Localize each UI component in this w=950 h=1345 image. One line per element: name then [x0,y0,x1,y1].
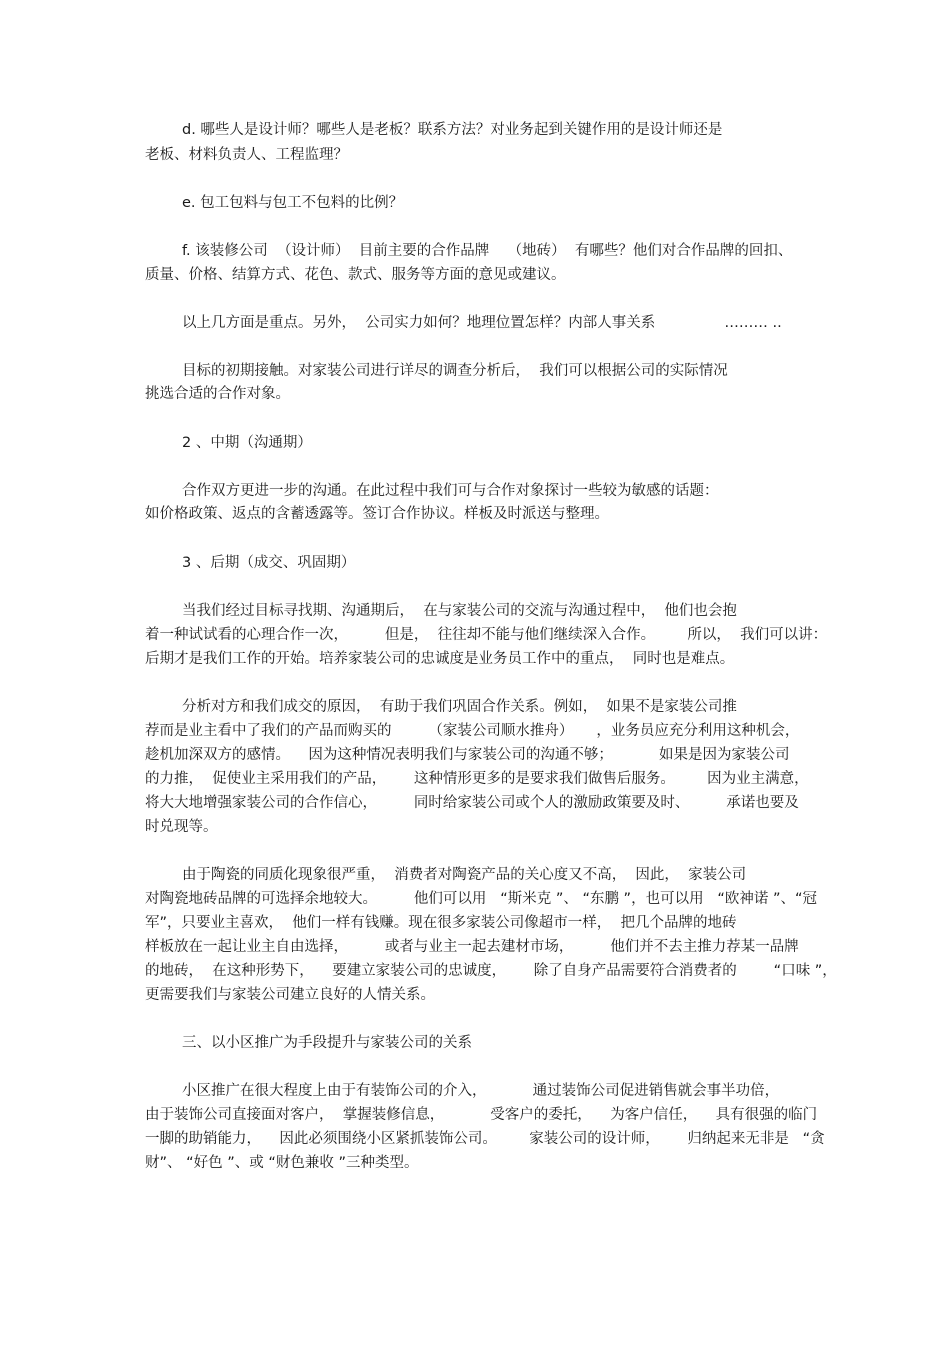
paragraph-initial-contact-line-1: 目标的初期接触。对家装公司进行详尽的调查分析后， 我们可以根据公司的实际情况 [182,363,728,379]
paragraph-ceramics-line-6: 更需要我们与家装公司建立良好的人情关系。 [145,987,435,1003]
paragraph-ceramics-line-5: 的地砖， 在这种形势下， 要建立家装公司的忠诚度， 除了自身产品需要符合消费者的 “口味 ”， [145,963,837,979]
paragraph-community-line-1: 小区推广在很大程度上由于有装饰公司的介入， 通过装饰公司促进销售就会事半功倍， [182,1083,780,1099]
paragraph-f-line-1: f. 该装修公司 （设计师） 目前主要的合作品牌 （地砖） 有哪些？他们对合作品牌的回扣、 [182,243,793,259]
paragraph-e: e. 包工包料与包工不包料的比例？ [182,195,404,211]
paragraph-ceramics-line-2: 对陶瓷地砖品牌的可选择余地较大。 他们可以用 “斯米克 ”、 “东鹏 ”，也可以用 “欧神诺 ”、“冠 [145,891,818,907]
paragraph-d-line-2: 老板、材料负责人、工程监理？ [145,147,348,163]
paragraph-key-points: 以上几方面是重点。另外， 公司实力如何？地理位置怎样？内部人事关系 ……… .. [182,315,782,331]
paragraph-mid-period-line-2: 如价格政策、返点的含蓄透露等。签订合作协议。样板及时派送与整理。 [145,506,609,522]
paragraph-late-period-line-2: 着一种试试看的心理合作一次， 但是， 往往却不能与他们继续深入合作。 所以， 我们可以讲： [145,627,828,643]
paragraph-d-line-1: d. 哪些人是设计师？哪些人是老板？联系方法？对业务起到关键作用的是设计师还是 [182,122,723,138]
paragraph-analysis-line-3: 趁机加深双方的感情。 因为这种情况表明我们与家装公司的沟通不够； 如果是因为家装公司 [145,747,790,763]
paragraph-analysis-line-2: 荐而是业主看中了我们的产品而购买的 （家装公司顺水推舟） ，业务员应充分利用这种机会， [145,723,800,739]
paragraph-analysis-line-5: 将大大地增强家装公司的合作信心， 同时给家装公司或个人的激励政策要及时、 承诺也要及 [145,795,799,811]
paragraph-community-line-3: 一脚的助销能力， 因此必须围绕小区紧抓装饰公司。 家装公司的设计师， 归纳起来无非是 “贪 [145,1131,825,1147]
paragraph-ceramics-line-1: 由于陶瓷的同质化现象很严重， 消费者对陶瓷产品的关心度又不高， 因此， 家装公司 [182,867,747,883]
paragraph-mid-period-line-1: 合作双方更进一步的沟通。在此过程中我们可与合作对象探讨一些较为敏感的话题： [182,483,719,499]
paragraph-community-line-2: 由于装饰公司直接面对客户， 掌握装修信息， 受客户的委托， 为客户信任， 具有很强的临门 [145,1107,818,1123]
paragraph-analysis-line-6: 时兑现等。 [145,819,218,835]
paragraph-community-line-4: 财”、 “好色 ”、或 “财色兼收 ”三种类型。 [145,1155,419,1171]
paragraph-analysis-line-4: 的力推， 促使业主采用我们的产品， 这种情形更多的是要求我们做售后服务。 因为业主满意， [145,771,809,787]
paragraph-ceramics-line-3: 军”，只要业主喜欢， 他们一样有钱赚。现在很多家装公司像超市一样， 把几个品牌的地砖 [145,915,737,931]
paragraph-initial-contact-line-2: 挑选合适的合作对象。 [145,386,290,402]
paragraph-f-line-2: 质量、价格、结算方式、花色、款式、服务等方面的意见或建议。 [145,267,566,283]
paragraph-ceramics-line-4: 样板放在一起让业主自由选择， 或者与业主一起去建材市场， 他们并不去主推力荐某一品牌 [145,939,799,955]
paragraph-late-period-line-3: 后期才是我们工作的开始。培养家装公司的忠诚度是业务员工作中的重点， 同时也是难点。 [145,651,735,667]
heading-mid-period: 2 、中期（沟通期） [182,435,312,451]
heading-section-three: 三、以小区推广为手段提升与家装公司的关系 [182,1035,472,1051]
paragraph-analysis-line-1: 分析对方和我们成交的原因， 有助于我们巩固合作关系。例如， 如果不是家装公司推 [182,699,737,715]
paragraph-late-period-line-1: 当我们经过目标寻找期、沟通期后， 在与家装公司的交流与沟通过程中， 他们也会抱 [182,603,737,619]
heading-late-period: 3 、后期（成交、巩固期） [182,555,356,571]
